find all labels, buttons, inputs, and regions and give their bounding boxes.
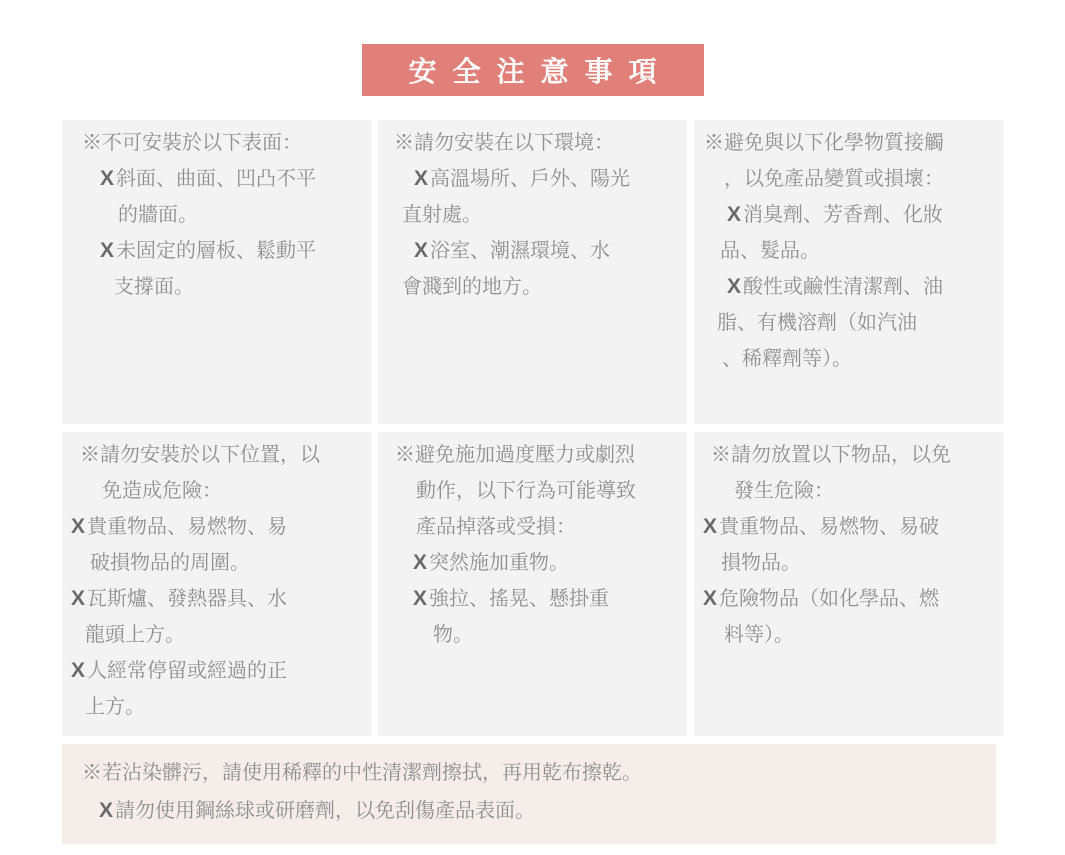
text-line <box>694 617 1003 653</box>
warning-box-no-install-locations <box>62 432 371 736</box>
line-text: 斜面、曲面、凹凸不平 <box>116 168 317 190</box>
line-text: ※請勿安裝在以下環境： <box>394 132 614 154</box>
line-text: 強拉、搖晃、懸掛重 <box>429 588 610 610</box>
text-line <box>694 341 1003 377</box>
text-line <box>694 473 1003 509</box>
warnings-grid <box>62 120 1003 736</box>
text-line <box>378 545 687 581</box>
line-text: 支撐面。 <box>114 276 194 298</box>
x-mark-icon: X <box>703 587 718 610</box>
x-mark-icon: X <box>727 203 742 226</box>
text-line <box>62 754 996 792</box>
line-text: 人經常停留或經過的正 <box>87 660 288 682</box>
line-text: 動作，以下行為可能導致 <box>416 480 636 502</box>
x-mark-icon: X <box>71 515 86 538</box>
text-line <box>62 233 371 269</box>
text-line <box>378 125 687 161</box>
text-line <box>62 689 371 725</box>
line-text: 瓦斯爐、發熱器具、水 <box>87 588 288 610</box>
text-line <box>62 545 371 581</box>
title-banner <box>362 44 704 96</box>
text-line <box>62 125 371 161</box>
text-line <box>694 269 1003 305</box>
line-text: 料等）。 <box>724 624 794 646</box>
text-line <box>694 437 1003 473</box>
line-text: ※避免施加過度壓力或劇烈 <box>395 444 635 466</box>
text-line <box>694 581 1003 617</box>
warning-box-no-install-environments <box>378 120 687 424</box>
line-text: 破損物品的周圍。 <box>90 552 250 574</box>
text-line <box>694 233 1003 269</box>
x-mark-icon: X <box>71 659 86 682</box>
warning-box-no-install-surfaces <box>62 120 371 424</box>
warning-box-no-place-items <box>694 432 1003 736</box>
line-text: 脂、有機溶劑（如汽油 <box>717 312 917 334</box>
line-text: ，以免產品變質或損壞： <box>724 168 944 190</box>
line-text: 酸性或鹼性清潔劑、油 <box>743 276 944 298</box>
x-mark-icon: X <box>71 587 86 610</box>
line-text: ※避免與以下化學物質接觸 <box>704 132 944 154</box>
x-mark-icon: X <box>100 239 115 262</box>
text-line <box>62 269 371 305</box>
text-line <box>62 653 371 689</box>
text-line <box>378 161 687 197</box>
text-line <box>378 233 687 269</box>
line-text: 免造成危險： <box>102 480 222 502</box>
line-text: 消臭劑、芳香劑、化妝 <box>743 204 944 226</box>
line-text: 物。 <box>433 624 473 646</box>
text-line <box>378 437 687 473</box>
text-line <box>62 161 371 197</box>
line-text: 高溫場所、戶外、陽光 <box>430 168 631 190</box>
x-mark-icon: X <box>99 799 114 822</box>
x-mark-icon: X <box>414 167 429 190</box>
warning-box-avoid-excessive-force <box>378 432 687 736</box>
text-line <box>694 161 1003 197</box>
text-line <box>694 545 1003 581</box>
text-line <box>694 125 1003 161</box>
text-line <box>62 617 371 653</box>
x-mark-icon: X <box>413 587 428 610</box>
line-text: 龍頭上方。 <box>85 624 185 646</box>
x-mark-icon: X <box>703 515 718 538</box>
line-text: 、稀釋劑等）。 <box>722 348 852 370</box>
text-line <box>694 305 1003 341</box>
warning-box-avoid-chemical-contact <box>694 120 1003 424</box>
line-text: 的牆面。 <box>118 204 198 226</box>
line-text: 貴重物品、易燃物、易破 <box>719 516 940 538</box>
text-line <box>62 581 371 617</box>
text-line <box>62 509 371 545</box>
line-text: 突然施加重物。 <box>429 552 570 574</box>
line-text: 會濺到的地方。 <box>402 276 542 298</box>
line-text: 直射處。 <box>402 204 482 226</box>
x-mark-icon: X <box>414 239 429 262</box>
text-line <box>378 617 687 653</box>
line-text: 貴重物品、易燃物、易 <box>87 516 288 538</box>
line-text: 品、髮品。 <box>720 240 820 262</box>
line-text: ※不可安裝於以下表面： <box>82 132 302 154</box>
text-line <box>378 197 687 233</box>
line-text: 危險物品（如化學品、燃 <box>719 588 940 610</box>
text-line <box>378 269 687 305</box>
text-line <box>378 581 687 617</box>
line-text: ※請勿放置以下物品，以免 <box>711 444 951 466</box>
text-line <box>62 473 371 509</box>
line-text: 浴室、潮濕環境、水 <box>430 240 611 262</box>
x-mark-icon: X <box>727 275 742 298</box>
line-text: ※若沾染髒污，請使用稀釋的中性清潔劑擦拭，再用乾布擦乾。 <box>82 762 642 784</box>
x-mark-icon: X <box>413 551 428 574</box>
text-line <box>378 509 687 545</box>
cleaning-note-box <box>62 744 996 844</box>
line-text: 未固定的層板、鬆動平 <box>116 240 317 262</box>
line-text: 產品掉落或受損： <box>416 516 576 538</box>
x-mark-icon: X <box>100 167 115 190</box>
line-text: ※請勿安裝於以下位置，以 <box>80 444 320 466</box>
line-text: 請勿使用鋼絲球或研磨劑，以免刮傷產品表面。 <box>115 800 536 822</box>
text-line <box>694 509 1003 545</box>
line-text: 損物品。 <box>721 552 801 574</box>
line-text: 發生危險： <box>734 480 834 502</box>
text-line <box>62 437 371 473</box>
line-text: 上方。 <box>85 696 145 718</box>
text-line <box>694 197 1003 233</box>
text-line <box>62 792 996 830</box>
page-title: 安全注意事項 <box>408 56 673 87</box>
text-line <box>378 473 687 509</box>
text-line <box>62 197 371 233</box>
